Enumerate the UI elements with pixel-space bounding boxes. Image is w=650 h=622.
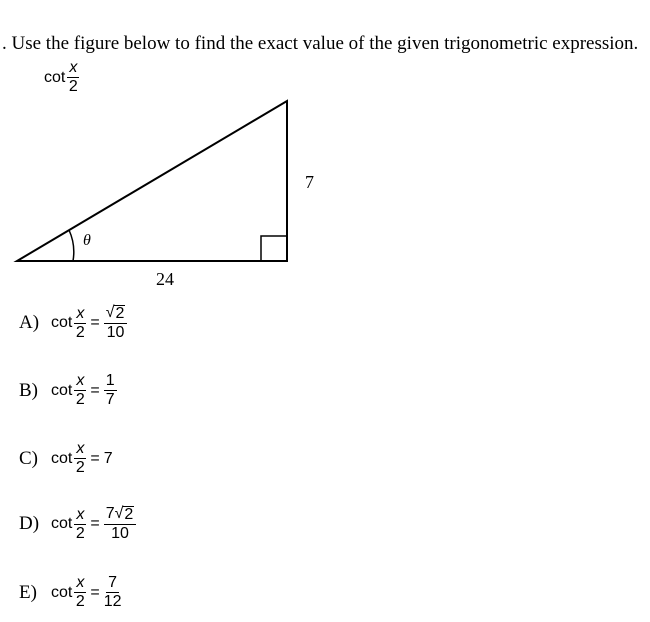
radicand: 2 [115, 305, 125, 322]
rhs-numerator [104, 305, 128, 324]
lhs-numerator: x [76, 574, 85, 591]
choice-letter: A) [19, 312, 40, 333]
rhs-value: 7 [103, 449, 113, 467]
lhs-numerator: x [76, 372, 85, 389]
fraction-denominator: 2 [68, 78, 78, 95]
choice-d[interactable] [19, 506, 136, 542]
equals-sign: = [90, 449, 100, 467]
radical-sign-icon: √ [105, 304, 115, 321]
side-length-label: 7 [305, 172, 314, 192]
equals-sign: = [90, 515, 100, 532]
lhs-denominator: 2 [75, 323, 85, 341]
rhs-numerator: 7 [108, 574, 118, 591]
lhs-numerator: x [76, 304, 85, 322]
function-name: cot [51, 515, 73, 532]
lhs-denominator: 2 [75, 391, 85, 408]
equals-sign: = [90, 314, 100, 331]
choice-letter: D) [19, 513, 40, 534]
choice-letter: B) [19, 379, 38, 401]
square-root [115, 506, 135, 523]
function-name: cot [51, 314, 73, 331]
lhs-denominator: 2 [75, 524, 85, 542]
function-name: cot [44, 68, 66, 86]
function-name: cot [51, 449, 73, 467]
rhs-denominator: 10 [111, 525, 129, 542]
coefficient: 7 [105, 505, 115, 522]
angle-theta-label: θ [83, 232, 91, 249]
triangle-outline [17, 101, 287, 261]
choice-c[interactable] [19, 441, 113, 476]
question-number-prefix: . [2, 33, 12, 54]
rhs-numerator [104, 506, 137, 525]
choice-e[interactable] [19, 575, 121, 610]
lhs-numerator: x [76, 440, 85, 457]
function-name: cot [51, 583, 73, 601]
angle-arc [69, 230, 74, 261]
lhs-denominator: 2 [75, 593, 85, 610]
rhs-numerator: 1 [105, 372, 115, 389]
equals-sign: = [90, 381, 100, 399]
lhs-numerator: x [76, 505, 85, 523]
fraction-numerator: x [69, 59, 78, 76]
square-root [106, 305, 126, 322]
equals-sign: = [90, 583, 100, 601]
rhs-denominator: 10 [106, 324, 125, 341]
question-prompt: Use the figure below to find the exact value of the given trigonometric expression. [11, 33, 639, 54]
lhs-denominator: 2 [75, 459, 85, 476]
choice-letter: E) [19, 581, 37, 603]
rhs-denominator: 7 [105, 391, 115, 408]
choice-b[interactable] [19, 373, 117, 408]
radical-sign-icon: √ [114, 505, 124, 522]
base-length-label: 24 [156, 269, 174, 289]
choice-a[interactable] [19, 305, 127, 341]
radicand: 2 [124, 506, 134, 523]
right-angle-marker [261, 236, 287, 261]
choice-letter: C) [19, 447, 38, 469]
function-name: cot [51, 381, 73, 399]
rhs-denominator: 12 [103, 593, 122, 610]
